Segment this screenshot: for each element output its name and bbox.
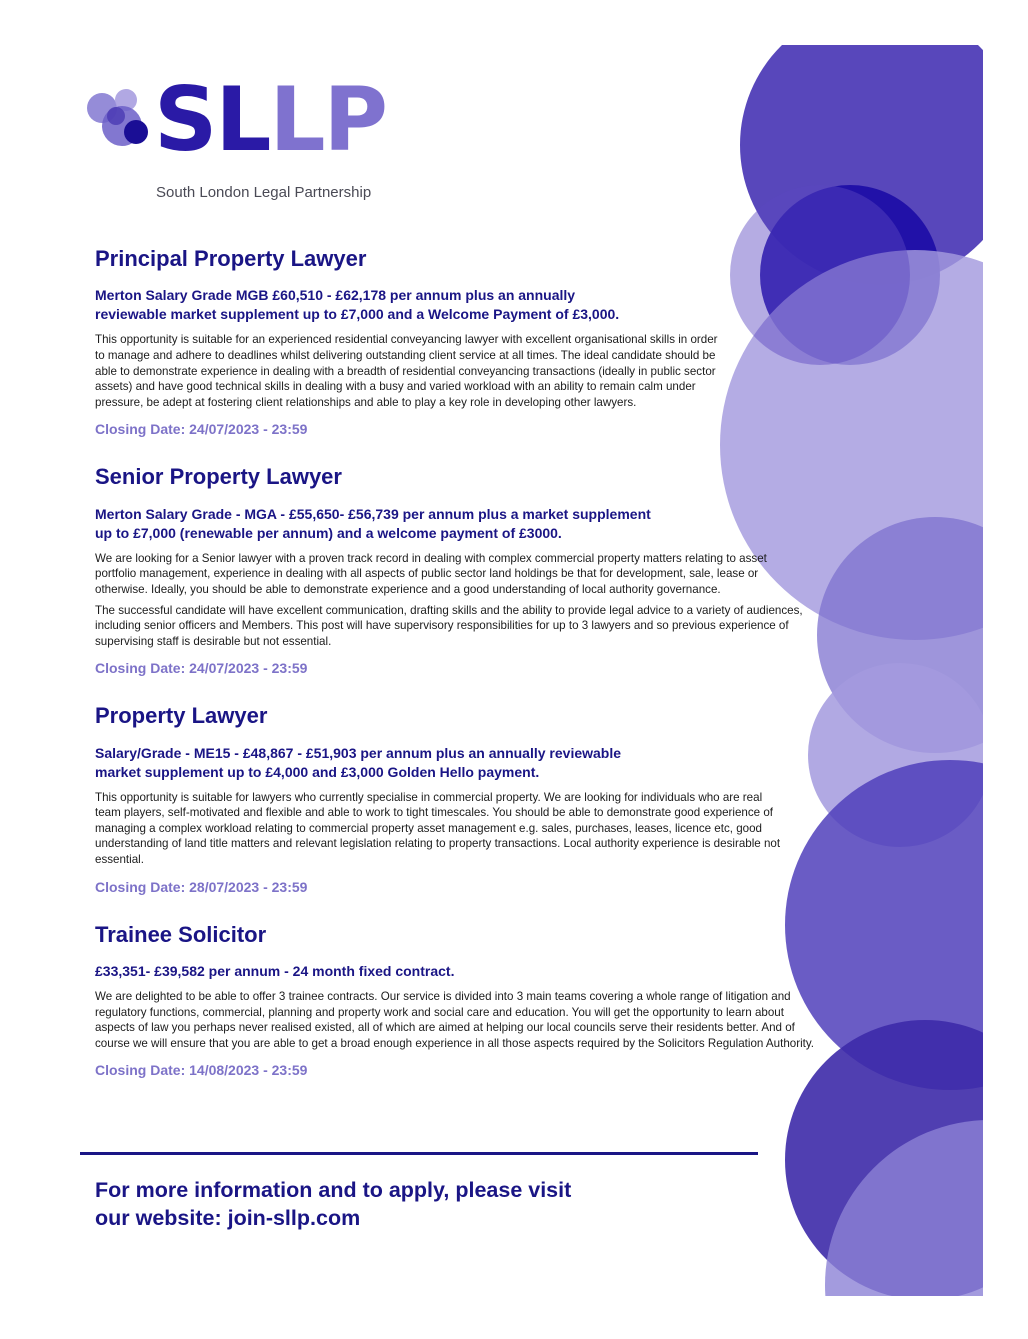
job-listing bbox=[95, 922, 825, 1080]
job-description: This opportunity is suitable for lawyers who currently specialise in commercial property. We are looking for individuals who are real team players, self-motivated and flexible and able to work to tight timescales. You should be able to demonstrate good experience of managing a complex workload relating to commercial property asset management e.g. sales, purchases, leases, licence etc, good understanding of land title matters and relevant legislation relating to property transactions. Local authority experience is desirable not essential. bbox=[95, 790, 781, 867]
cta-line: our website: join-sllp.com bbox=[95, 1206, 361, 1230]
logo-text-secondary: LP bbox=[269, 68, 387, 171]
job-closing-date: Closing Date: 24/07/2023 - 23:59 bbox=[95, 421, 308, 438]
logo-wordmark bbox=[154, 68, 387, 171]
logo-tagline: South London Legal Partnership bbox=[156, 184, 372, 201]
job-listing bbox=[95, 246, 825, 438]
job-salary-line: market supplement up to £4,000 and £3,000 Golden Hello payment. bbox=[95, 763, 540, 780]
section-divider bbox=[80, 1152, 758, 1155]
job-closing-date: Closing Date: 14/08/2023 - 23:59 bbox=[95, 1062, 308, 1079]
job-salary bbox=[95, 505, 825, 543]
sllp-logo bbox=[84, 68, 387, 210]
job-salary-line: Salary/Grade - ME15 - £48,867 - £51,903 per annum plus an annually reviewable bbox=[95, 744, 622, 761]
job-title: Principal Property Lawyer bbox=[95, 246, 367, 271]
job-listing bbox=[95, 464, 825, 677]
job-salary-line: £33,351- £39,582 per annum - 24 month fixed contract. bbox=[95, 963, 455, 980]
job-salary-line: up to £7,000 (renewable per annum) and a welcome payment of £3000. bbox=[95, 524, 562, 541]
job-salary-line: Merton Salary Grade MGB £60,510 - £62,178 per annum plus an annually bbox=[95, 287, 576, 304]
job-title: Senior Property Lawyer bbox=[95, 464, 342, 490]
job-listing bbox=[95, 703, 825, 895]
job-salary bbox=[95, 962, 825, 981]
job-salary-line: Merton Salary Grade - MGA - £55,650- £56,739 per annum plus a market supplement bbox=[95, 505, 651, 522]
job-title: Trainee Solicitor bbox=[95, 921, 267, 947]
job-description: We are looking for a Senior lawyer with a proven track record in dealing with complex commercial property matters relating to asset portfolio management, experience in dealing with all aspects of public sector land holdings be that for development, sale, lease or otherwise. Ideally, you should be able to demonstrate experience and a good understanding of local authority governance. bbox=[95, 551, 767, 596]
job-description: This opportunity is suitable for an experienced residential conveyancing lawyer with excellent organisational skills in order to manage and adhere to deadlines whilst delivering outstanding client service at all times. The ideal candidate should be able to demonstrate experience in dealing with a breadth of residential conveyancing transactions (ideally in public sector assets) and have good technical skills in dealing with a busy and varied workload with an ability to remain calm under pressure, be adept at fostering client relationships and able to play a key role in developing other lawyers. bbox=[95, 333, 718, 409]
logo-text-primary: SL bbox=[154, 68, 270, 171]
job-description: The successful candidate will have excellent communication, drafting skills and the ability to provide legal advice to a variety of audiences, including senior officers and Members. This post will have supervisory responsibilities for up to 3 lawyers and so previous experience of supervising staff is desirable but not essential. bbox=[95, 603, 803, 648]
cta-line: For more information and to apply, please visit bbox=[95, 1178, 572, 1202]
job-salary bbox=[95, 744, 825, 782]
job-salary-line: reviewable market supplement up to £7,000 and a Welcome Payment of £3,000. bbox=[95, 306, 620, 323]
job-closing-date: Closing Date: 28/07/2023 - 23:59 bbox=[95, 878, 308, 895]
job-listings bbox=[95, 246, 825, 1079]
job-closing-date: Closing Date: 24/07/2023 - 23:59 bbox=[95, 660, 308, 677]
call-to-action bbox=[95, 1176, 695, 1232]
job-title: Property Lawyer bbox=[95, 703, 268, 729]
job-description: We are delighted to be able to offer 3 trainee contracts. Our service is divided into 3 main teams covering a whole range of litigation and regulatory functions, commercial, planning and property work and social care and education. You will get the opportunity to learn about aspects of law you perhaps never realised existed, all of which are aimed at helping our local councils serve their residents better. And of course we will ensure that you are able to get a broad enough experience in all those aspects required by the Solicitors Regulation Authority. bbox=[95, 990, 815, 1050]
logo-bubbles-icon bbox=[84, 86, 154, 156]
job-salary bbox=[95, 286, 825, 324]
